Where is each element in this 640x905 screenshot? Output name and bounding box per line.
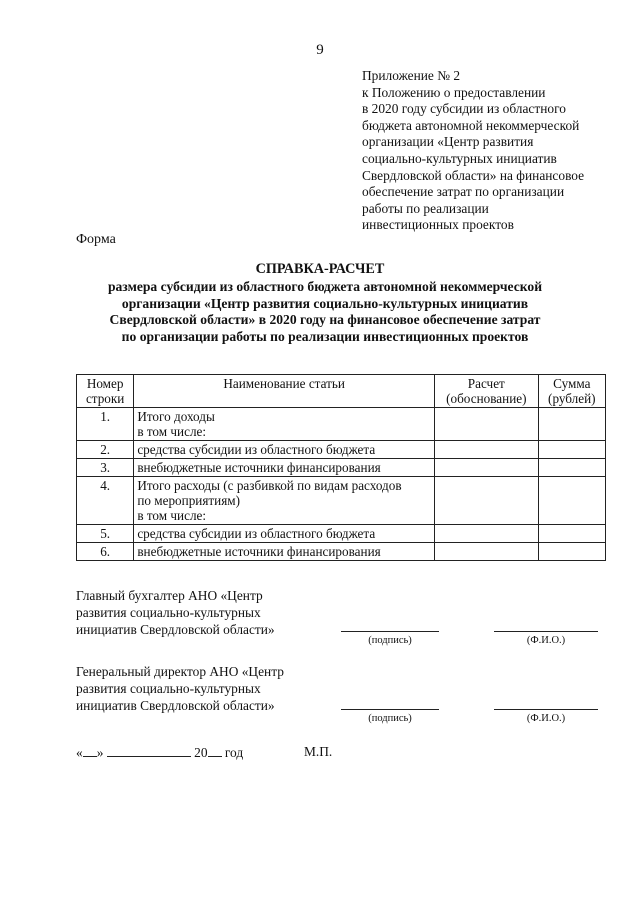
sum-cell[interactable]: [538, 459, 605, 477]
form-label: Форма: [76, 232, 116, 247]
cell-text: по мероприятиям): [137, 493, 241, 508]
item-name-cell: [134, 543, 435, 561]
appendix-line: к Положению о предоставлении: [362, 84, 546, 100]
month-field[interactable]: [107, 744, 191, 757]
header-text: Номер: [86, 376, 124, 391]
full-name-caption: (Ф.И.О.): [526, 713, 566, 724]
header-item-name: [134, 375, 435, 408]
year-prefix: 20: [194, 745, 208, 760]
calculation-cell[interactable]: [435, 543, 539, 561]
signer-title-line: развития социально-культурных: [76, 604, 261, 620]
header-text: Сумма: [553, 376, 591, 391]
cell-text: в том числе:: [137, 424, 207, 439]
appendix-line: обеспечение затрат по организации: [362, 184, 565, 200]
table-row: [77, 459, 606, 477]
table-row: [77, 543, 606, 561]
header-text: Наименование статьи: [223, 376, 345, 391]
calculation-cell[interactable]: [435, 408, 539, 441]
page-number: 9: [316, 42, 324, 58]
quote-open: «: [76, 745, 83, 760]
header-text: строки: [85, 391, 125, 406]
document-subtitle: [80, 279, 570, 345]
row-number-cell: 1.: [77, 408, 134, 441]
header-calculation: [435, 375, 539, 408]
signer-title-line: развития социально-культурных: [76, 680, 261, 696]
item-name-cell: [134, 408, 435, 441]
cell-text: внебюджетные источники финансирования: [137, 460, 381, 475]
sum-cell[interactable]: [538, 408, 605, 441]
calculation-cell[interactable]: [435, 459, 539, 477]
subtitle-line: организации «Центр развития социально-культурных инициатив: [121, 295, 529, 311]
header-text: Расчет: [467, 376, 505, 391]
subtitle-line: по организации работы по реализации инвестиционных проектов: [121, 328, 529, 344]
signature-caption: (подпись): [368, 713, 412, 724]
cell-text: в том числе:: [137, 508, 207, 523]
table-header-row: [77, 375, 606, 408]
cell-text: Итого доходы: [137, 409, 215, 424]
chief-accountant-signature-block: [76, 588, 275, 638]
row-number-cell: 3.: [77, 459, 134, 477]
sum-cell[interactable]: [538, 477, 605, 525]
calculation-cell[interactable]: [435, 477, 539, 525]
sum-cell[interactable]: [538, 441, 605, 459]
calculation-cell[interactable]: [435, 441, 539, 459]
appendix-line: работы по реализации: [362, 200, 489, 216]
row-number-cell: 6.: [77, 543, 134, 561]
table-row: [77, 408, 606, 441]
appendix-line: социально-культурных инициатив: [362, 150, 557, 166]
signer-title-line: инициатив Свердловской области»: [76, 697, 275, 713]
director-signature-block: [76, 664, 284, 714]
item-name-cell: [134, 477, 435, 525]
cell-text: внебюджетные источники финансирования: [137, 544, 381, 559]
appendix-line: организации «Центр развития: [362, 134, 534, 150]
full-name-line[interactable]: [494, 631, 598, 632]
year-suffix: год: [224, 745, 244, 760]
year-field[interactable]: [208, 744, 222, 757]
signer-title-line: Генеральный директор АНО «Центр: [76, 664, 284, 679]
row-number-cell: 4.: [77, 477, 134, 525]
appendix-line: Приложение № 2: [362, 68, 461, 83]
sum-cell[interactable]: [538, 525, 605, 543]
item-name-cell: [134, 525, 435, 543]
cell-text: средства субсидии из областного бюджета: [137, 442, 376, 457]
row-number-cell: 2.: [77, 441, 134, 459]
calculation-cell[interactable]: [435, 525, 539, 543]
header-text: (обоснование): [446, 391, 527, 406]
table-row: [77, 477, 606, 525]
date-line: [76, 744, 243, 761]
cell-text: средства субсидии из областного бюджета: [137, 526, 376, 541]
header-text: (рублей): [548, 391, 596, 406]
row-number-cell: 5.: [77, 525, 134, 543]
full-name-line[interactable]: [494, 709, 598, 710]
appendix-line: в 2020 году субсидии из областного: [362, 101, 566, 117]
signer-title-line: Главный бухгалтер АНО «Центр: [76, 588, 263, 603]
signature-caption: (подпись): [368, 635, 412, 646]
quote-close: »: [96, 745, 104, 760]
signature-line[interactable]: [341, 631, 439, 632]
appendix-line: Свердловской области» на финансовое: [362, 167, 585, 183]
cell-text: Итого расходы (с разбивкой по видам расходов: [137, 478, 402, 493]
signature-line[interactable]: [341, 709, 439, 710]
appendix-line: бюджета автономной некоммерческой: [362, 117, 580, 133]
calculation-table: [76, 374, 606, 561]
subtitle-line: Свердловской области» в 2020 году на финансовое обеспечение затрат: [109, 312, 541, 327]
item-name-cell: [134, 441, 435, 459]
day-field[interactable]: [83, 744, 97, 757]
table-row: [77, 441, 606, 459]
document-title: СПРАВКА-РАСЧЕТ: [255, 261, 385, 277]
subtitle-line: размера субсидии из областного бюджета автономной некоммерческой: [107, 279, 543, 294]
appendix-header: [362, 68, 612, 234]
item-name-cell: [134, 459, 435, 477]
appendix-line: инвестиционных проектов: [362, 217, 514, 233]
table-row: [77, 525, 606, 543]
stamp-label: М.П.: [304, 744, 333, 759]
signer-title-line: инициатив Свердловской области»: [76, 621, 275, 637]
full-name-caption: (Ф.И.О.): [526, 635, 566, 646]
header-sum: [538, 375, 605, 408]
sum-cell[interactable]: [538, 543, 605, 561]
header-row-number: [77, 375, 134, 408]
